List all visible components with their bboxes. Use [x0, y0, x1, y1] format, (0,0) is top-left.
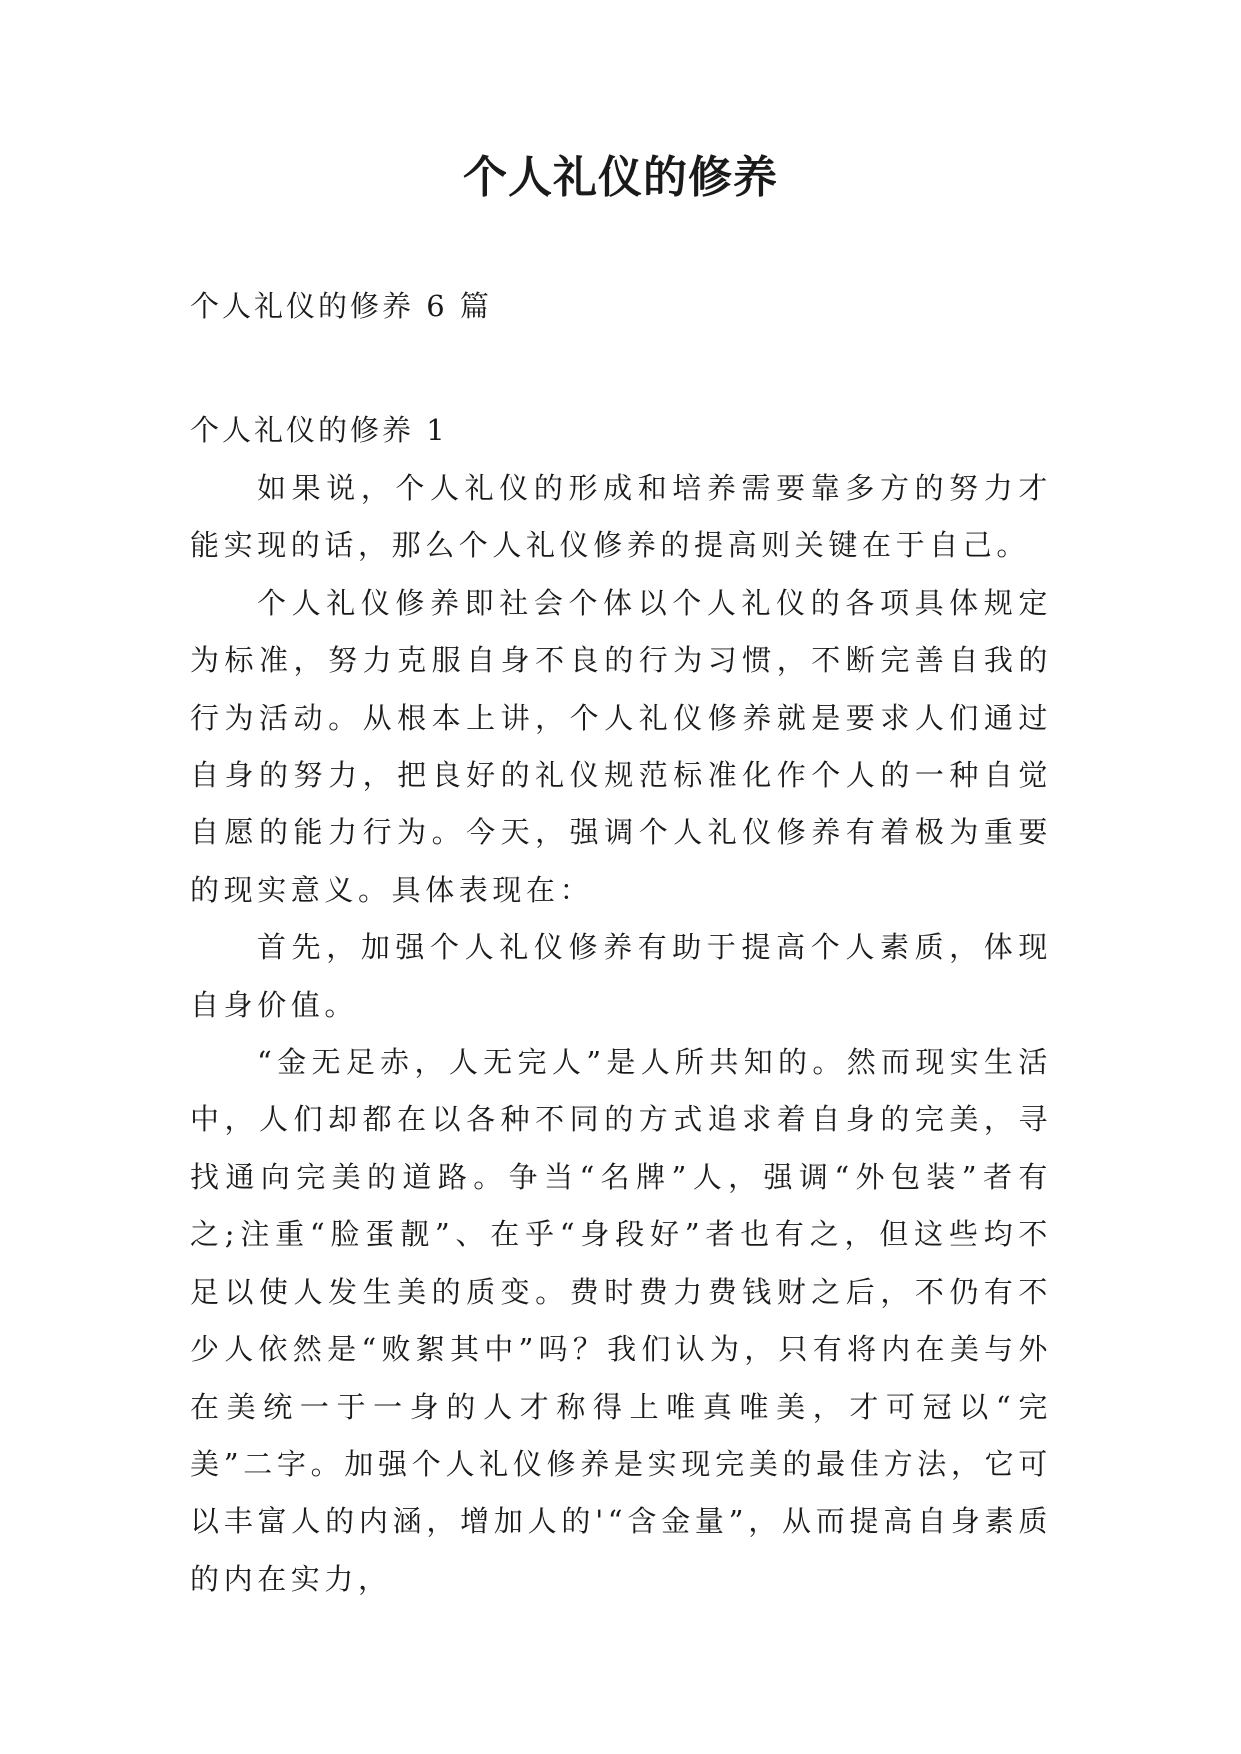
- document-subtitle: 个人礼仪的修养 6 篇: [190, 289, 492, 323]
- body-text: [190, 460, 1052, 1608]
- paragraph: 个人礼仪修养即社会个体以个人礼仪的各项具体规定为标准，努力克服自身不良的行为习惯，不断完善自我的行为活动。从根本上讲，个人礼仪修养就是要求人们通过自身的努力，把良好的礼仪规范标准化作个人的一种自觉自愿的能力行为。今天，强调个人礼仪修养有着极为重要的现实意义。具体表现在：: [190, 585, 1052, 907]
- paragraph: 首先，加强个人礼仪修养有助于提高个人素质，体现自身价值。: [190, 930, 1052, 1022]
- document-title: 个人礼仪的修养: [463, 152, 778, 203]
- paragraph: 如果说，个人礼仪的形成和培养需要靠多方的努力才能实现的话，那么个人礼仪修养的提高则关键在于自己。: [190, 471, 1052, 563]
- paragraph: “金无足赤，人无完人”是人所共知的。然而现实生活中，人们却都在以各种不同的方式追求着自身的完美，寻找通向完美的道路。争当“名牌”人，强调“外包装”者有之;注重“脸蛋靓”、在乎“身段好”者也有之，但这些均不足以使人发生美的质变。费时费力费钱财之后，不仍有不少人依然是“败絮其中”吗？我们认为，只有将内在美与外在美统一于一身的人才称得上唯真唯美，才可冠以“完美”二字。加强个人礼仪修养是实现完美的最佳方法，它可以丰富人的内涵，增加人的'“含金量”，从而提高自身素质的内在实力，: [190, 1045, 1052, 1596]
- section-heading: 个人礼仪的修养 1: [190, 413, 448, 447]
